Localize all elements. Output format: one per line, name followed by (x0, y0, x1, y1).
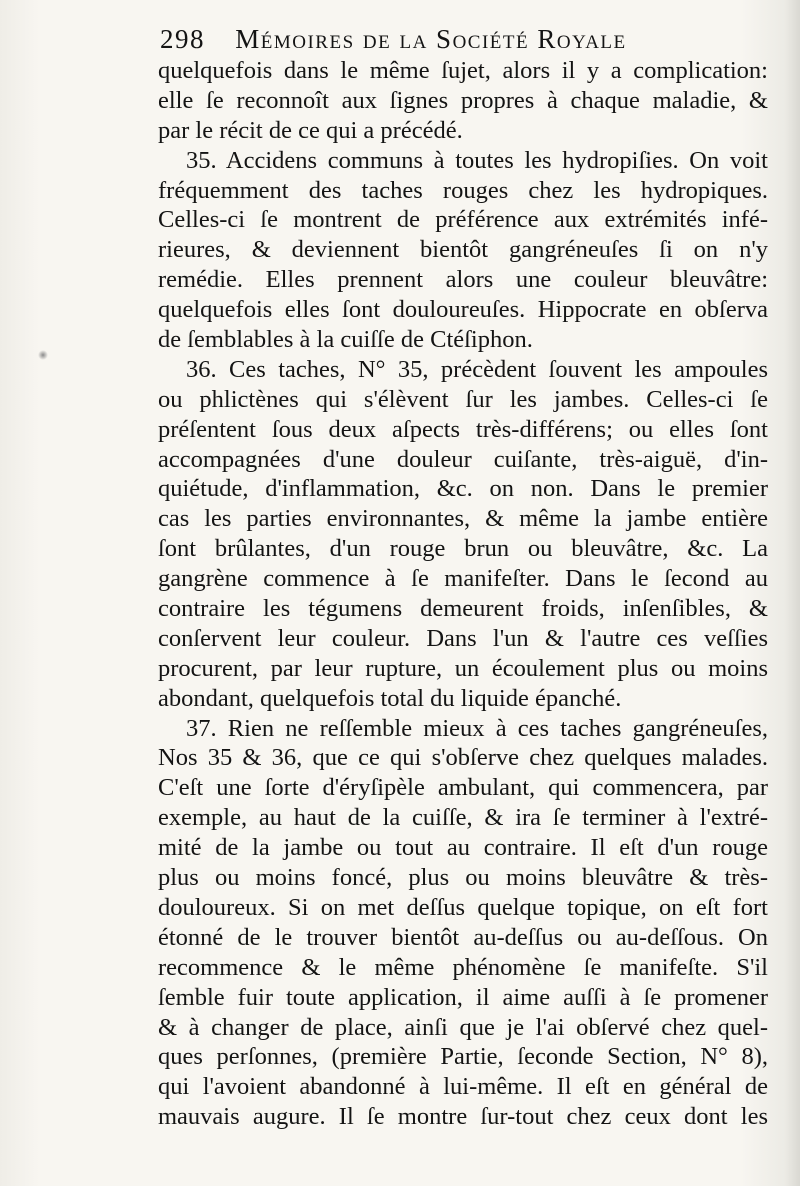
text-line: fréquemment des taches rouges chez les hydropiques. (158, 176, 768, 204)
running-header (160, 24, 800, 60)
text-line: accompagnées d'une douleur cuiſante, très-aiguë, d'in- (158, 445, 768, 473)
text-line: conſervent leur couleur. Dans l'un & l'autre ces veſſies (158, 624, 768, 652)
text-line: rieures, & deviennent bientôt gangréneuſes ſi on n'y (158, 236, 768, 264)
text-line: par le récit de ce qui a précédé. (158, 116, 463, 144)
text-line: 37. Rien ne reſſemble mieux à ces taches gangréneuſes, (186, 714, 768, 742)
body-text (158, 56, 768, 1132)
text-line: quelquefois dans le même ſujet, alors il y a complication: (158, 57, 768, 84)
text-line: abondant, quelquefois total du liquide épanché. (158, 684, 622, 712)
text-line: ſont brûlantes, d'un rouge brun ou bleuvâtre, &c. La (158, 535, 768, 563)
text-line: préſentent ſous deux aſpects très-différens; ou elles ſont (158, 415, 768, 443)
text-line: Nos 35 & 36, que ce qui s'obſerve chez quelques malades. (158, 744, 768, 772)
running-title: Mémoires de la Société Royale (235, 24, 627, 54)
text-line: qui l'avoient abandonné à lui-même. Il eſt en général de (158, 1073, 768, 1101)
text-line: exemple, au haut de la cuiſſe, & ira ſe terminer à l'extré- (158, 804, 768, 832)
text-line: cas les parties environnantes, & même la jambe entière (158, 505, 768, 533)
text-line: quelquefois elles ſont douloureuſes. Hippocrate en obſerva (158, 296, 768, 324)
text-line: douloureux. Si on met deſſus quelque topique, on eſt fort (158, 893, 768, 921)
page-number: 298 (160, 24, 205, 54)
text-line: C'eſt une ſorte d'éryſipèle ambulant, qui commencera, par (158, 774, 768, 802)
text-line: de ſemblables à la cuiſſe de Ctéſiphon. (158, 326, 533, 354)
text-line: ſemble fuir toute application, il aime auſſi à ſe promener (158, 983, 768, 1011)
text-line: plus ou moins foncé, plus ou moins bleuvâtre & très- (158, 864, 768, 892)
text-line: quiétude, d'inflammation, &c. on non. Dans le premier (158, 475, 768, 503)
text-line: 36. Ces taches, N° 35, précèdent ſouvent les ampoules (186, 355, 768, 383)
text-line: gangrène commence à ſe manifeſter. Dans le ſecond au (158, 565, 768, 593)
text-line: mauvais augure. Il ſe montre ſur-tout chez ceux dont les (158, 1103, 768, 1131)
text-line: contraire les tégumens demeurent froids, inſenſibles, & (158, 595, 768, 623)
text-line: ques perſonnes, (première Partie, ſeconde Section, N° 8), (158, 1043, 768, 1071)
text-line: étonné de le trouver bientôt au-deſſus ou au-deſſous. On (158, 923, 768, 951)
text-line: & à changer de place, ainſi que je l'ai obſervé chez quel- (158, 1013, 768, 1041)
page-smudge (38, 350, 48, 360)
text-line: elle ſe reconnoît aux ſignes propres à chaque maladie, & (158, 86, 768, 114)
text-line: remédie. Elles prennent alors une couleur bleuvâtre: (158, 266, 768, 294)
text-line: mité de la jambe ou tout au contraire. Il eſt d'un rouge (158, 834, 768, 862)
text-line: 35. Accidens communs à toutes les hydropiſies. On voit (186, 146, 768, 174)
text-line: procurent, par leur rupture, un écoulement plus ou moins (158, 654, 768, 682)
text-line: recommence & le même phénomène ſe manifeſte. S'il (158, 953, 768, 981)
text-line: Celles-ci ſe montrent de préférence aux extrémités infé- (158, 206, 768, 234)
text-line: ou phlictènes qui s'élèvent ſur les jambes. Celles-ci ſe (158, 385, 768, 413)
